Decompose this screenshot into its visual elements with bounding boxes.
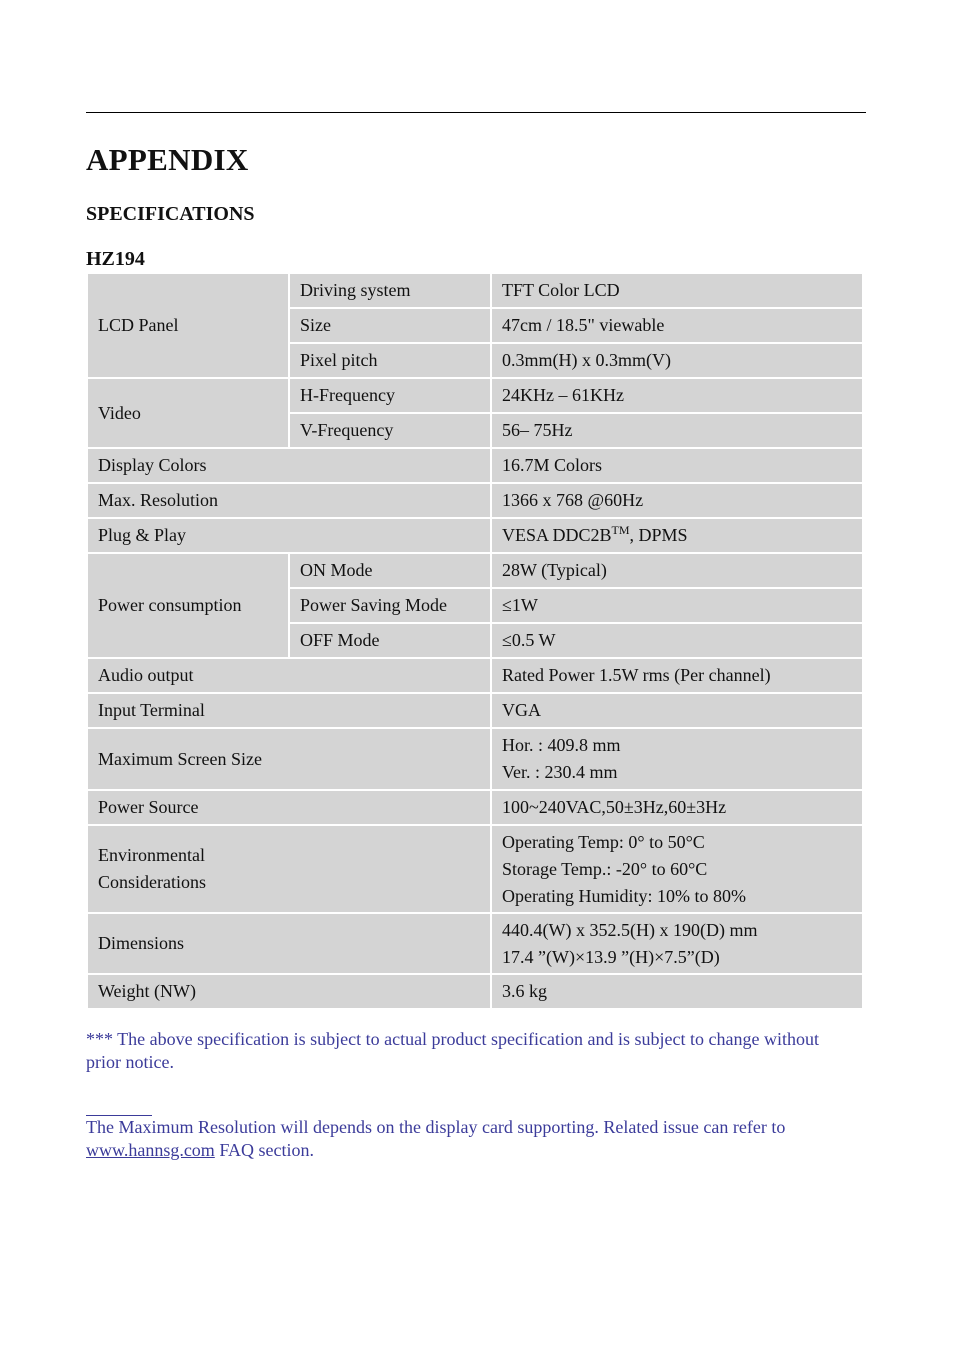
row-label: LCD Panel: [88, 274, 288, 377]
row-sublabel: Driving system: [290, 274, 490, 307]
value-line: Operating Humidity: 10% to 80%: [502, 885, 746, 906]
table-row: [88, 826, 862, 912]
row-label: Dimensions: [88, 914, 490, 973]
table-row: [88, 659, 862, 692]
value-line: 440.4(W) x 352.5(H) x 190(D) mm: [502, 919, 758, 940]
table-row: [88, 379, 862, 412]
row-value: 100~240VAC,50±3Hz,60±3Hz: [492, 791, 862, 824]
disclaimer-note: *** The above specification is subject to actual product specification and is subject to change without prior notice.: [86, 1029, 819, 1072]
trademark-sup: TM: [611, 523, 630, 537]
row-label: Video: [88, 379, 288, 447]
row-value: 3.6 kg: [492, 975, 862, 1008]
row-label: Plug & Play: [88, 519, 490, 552]
row-value: 0.3mm(H) x 0.3mm(V): [492, 344, 862, 377]
table-row: [88, 975, 862, 1008]
table-row: [88, 791, 862, 824]
row-label: Max. Resolution: [88, 484, 490, 517]
row-value: [492, 729, 862, 789]
row-value: Rated Power 1.5W rms (Per channel): [492, 659, 862, 692]
table-row: [88, 554, 862, 587]
row-sublabel: Pixel pitch: [290, 344, 490, 377]
row-label: Weight (NW): [88, 975, 490, 1008]
value-line: 17.4 ”(W)×13.9 ”(H)×7.5”(D): [502, 946, 720, 967]
row-value: ≤1W: [492, 589, 862, 622]
row-value: 24KHz – 61KHz: [492, 379, 862, 412]
row-sublabel: Power Saving Mode: [290, 589, 490, 622]
table-row: [88, 914, 862, 973]
table-row: [88, 729, 862, 789]
page-title: APPENDIX: [86, 142, 249, 177]
table-row: [88, 694, 862, 727]
row-value: [492, 826, 862, 912]
section-title: SPECIFICATIONS: [86, 203, 255, 225]
row-value: 28W (Typical): [492, 554, 862, 587]
label-line: Environmental: [98, 845, 205, 865]
row-label: Input Terminal: [88, 694, 490, 727]
value-text: VESA DDC2B: [502, 525, 612, 545]
row-value: 56– 75Hz: [492, 414, 862, 447]
table-row: [88, 274, 862, 307]
row-value: TFT Color LCD: [492, 274, 862, 307]
row-sublabel: H-Frequency: [290, 379, 490, 412]
footnote-tail: FAQ section.: [214, 1140, 314, 1160]
row-sublabel: Size: [290, 309, 490, 342]
footnote-text: The Maximum Resolution will depends on the display card supporting. Related issue can refer to: [86, 1117, 786, 1137]
row-label: [88, 826, 490, 912]
row-label: Display Colors: [88, 449, 490, 482]
footnote: [86, 1116, 866, 1162]
header-rule: [86, 112, 866, 113]
value-line: Hor. : 409.8 mm: [502, 735, 621, 755]
row-value: [492, 519, 862, 552]
row-label: Power consumption: [88, 554, 288, 657]
table-row: [88, 519, 862, 552]
spec-table: [86, 272, 864, 1010]
row-sublabel: OFF Mode: [290, 624, 490, 657]
model-title: HZ194: [86, 248, 145, 270]
label-line: Considerations: [98, 872, 206, 892]
value-line: Storage Temp.: -20° to 60°C: [502, 858, 708, 879]
row-value: 47cm / 18.5" viewable: [492, 309, 862, 342]
row-label: Power Source: [88, 791, 490, 824]
row-value: 1366 x 768 @60Hz: [492, 484, 862, 517]
website-link[interactable]: www.hannsg.com: [86, 1140, 215, 1160]
value-line: Operating Temp: 0° to 50°C: [502, 831, 705, 852]
row-value: ≤0.5 W: [492, 624, 862, 657]
value-text: , DPMS: [629, 525, 688, 545]
table-row: [88, 449, 862, 482]
row-label: Audio output: [88, 659, 490, 692]
row-label: Maximum Screen Size: [88, 729, 490, 789]
table-row: [88, 484, 862, 517]
row-value: 16.7M Colors: [492, 449, 862, 482]
row-sublabel: ON Mode: [290, 554, 490, 587]
row-value: [492, 914, 862, 973]
row-sublabel: V-Frequency: [290, 414, 490, 447]
value-line: Ver. : 230.4 mm: [502, 762, 618, 782]
row-value: VGA: [492, 694, 862, 727]
